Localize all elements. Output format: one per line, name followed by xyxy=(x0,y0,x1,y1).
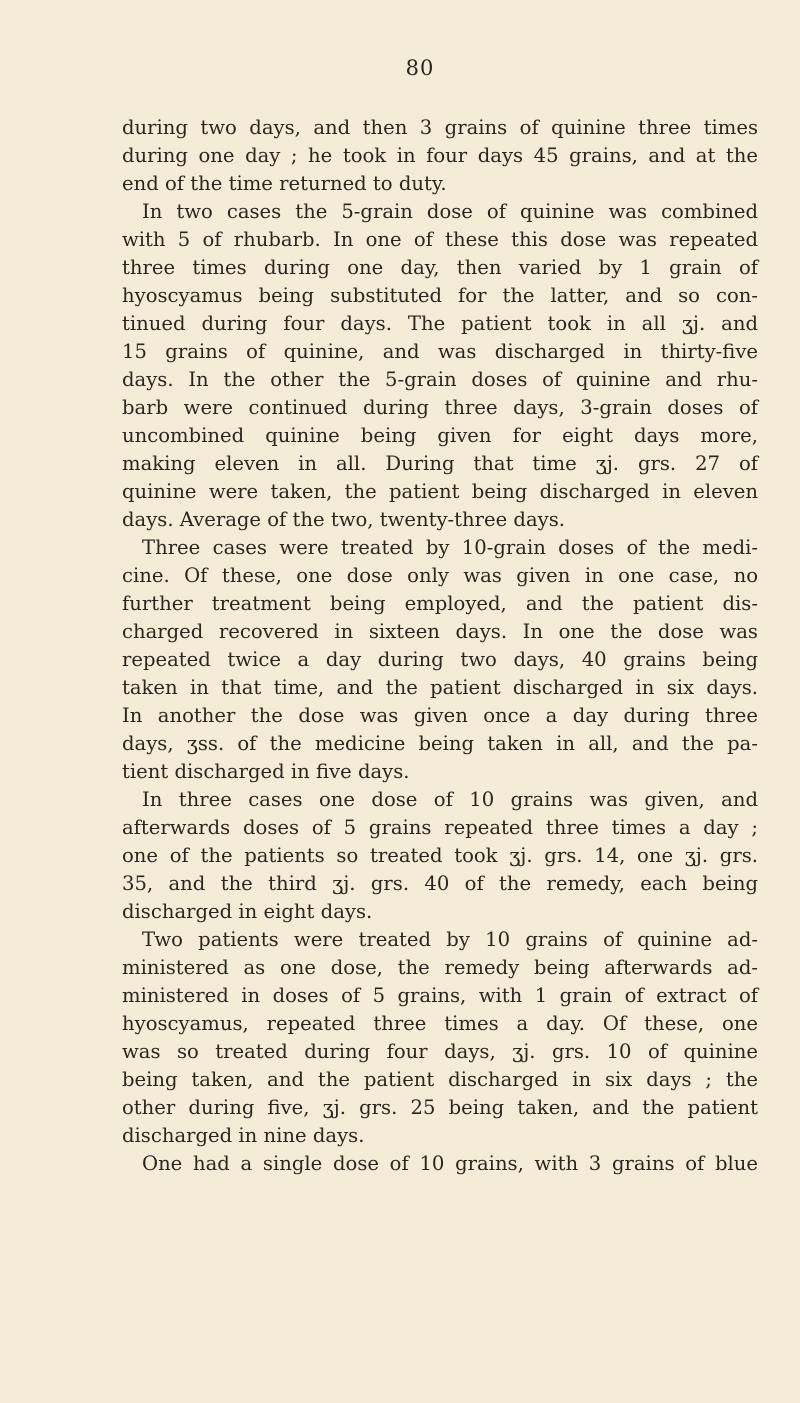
text-line: discharged in eight days. xyxy=(122,900,373,923)
text-line: One had a single dose of 10 grains, with 3 grains of blue xyxy=(142,1152,758,1175)
text-line: days, ʒss. of the medicine being taken in all, and the pa- xyxy=(122,732,758,755)
text-line: three times during one day, then varied by 1 grain of xyxy=(122,256,758,279)
text-line: other during five, ʒj. grs. 25 being taken, and the patient xyxy=(122,1096,758,1119)
text-line: In another the dose was given once a day during three xyxy=(122,704,758,727)
text-line: ministered in doses of 5 grains, with 1 grain of extract of xyxy=(122,984,758,1007)
text-line: during two days, and then 3 grains of quinine three times xyxy=(122,116,758,139)
text-line: afterwards doses of 5 grains repeated three times a day ; xyxy=(122,816,758,839)
text-line: tinued during four days. The patient took in all ʒj. and xyxy=(122,312,758,335)
text-line: hyoscyamus being substituted for the latter, and so con- xyxy=(122,284,758,307)
text-line: discharged in nine days. xyxy=(122,1124,365,1147)
text-line: tient discharged in five days. xyxy=(122,760,410,783)
text-line: making eleven in all. During that time ʒj. grs. 27 of xyxy=(122,452,758,475)
text-line: 35, and the third ʒj. grs. 40 of the remedy, each being xyxy=(122,872,758,895)
text-line: days. Average of the two, twenty-three days. xyxy=(122,508,566,531)
page-number: 80 xyxy=(405,56,435,80)
text-line: 15 grains of quinine, and was discharged in thirty-five xyxy=(122,340,758,363)
body-text xyxy=(122,114,758,1178)
text-line: days. In the other the 5-grain doses of quinine and rhu- xyxy=(122,368,758,391)
text-line: further treatment being employed, and the patient dis- xyxy=(122,592,758,615)
text-line: Three cases were treated by 10-grain doses of the medi- xyxy=(142,536,758,559)
text-line: with 5 of rhubarb. In one of these this dose was repeated xyxy=(122,228,758,251)
text-line: taken in that time, and the patient discharged in six days. xyxy=(122,676,758,699)
text-line: Two patients were treated by 10 grains of quinine ad- xyxy=(142,928,758,951)
text-line: one of the patients so treated took ʒj. grs. 14, one ʒj. grs. xyxy=(122,844,758,867)
text-line: barb were continued during three days, 3-grain doses of xyxy=(122,396,758,419)
text-line: ministered as one dose, the remedy being afterwards ad- xyxy=(122,956,758,979)
text-line: In three cases one dose of 10 grains was given, and xyxy=(142,788,758,811)
text-line: cine. Of these, one dose only was given in one case, no xyxy=(122,564,758,587)
text-line: In two cases the 5-grain dose of quinine was combined xyxy=(142,200,758,223)
text-line: during one day ; he took in four days 45 grains, and at the xyxy=(122,144,758,167)
text-line: repeated twice a day during two days, 40 grains being xyxy=(122,648,758,671)
text-line: being taken, and the patient discharged in six days ; the xyxy=(122,1068,758,1091)
text-line: charged recovered in sixteen days. In one the dose was xyxy=(122,620,758,643)
text-line: uncombined quinine being given for eight days more, xyxy=(122,424,758,447)
text-line: end of the time returned to duty. xyxy=(122,172,447,195)
text-line: was so treated during four days, ʒj. grs. 10 of quinine xyxy=(122,1040,758,1063)
text-line: quinine were taken, the patient being discharged in eleven xyxy=(122,480,758,503)
text-line: hyoscyamus, repeated three times a day. Of these, one xyxy=(122,1012,758,1035)
